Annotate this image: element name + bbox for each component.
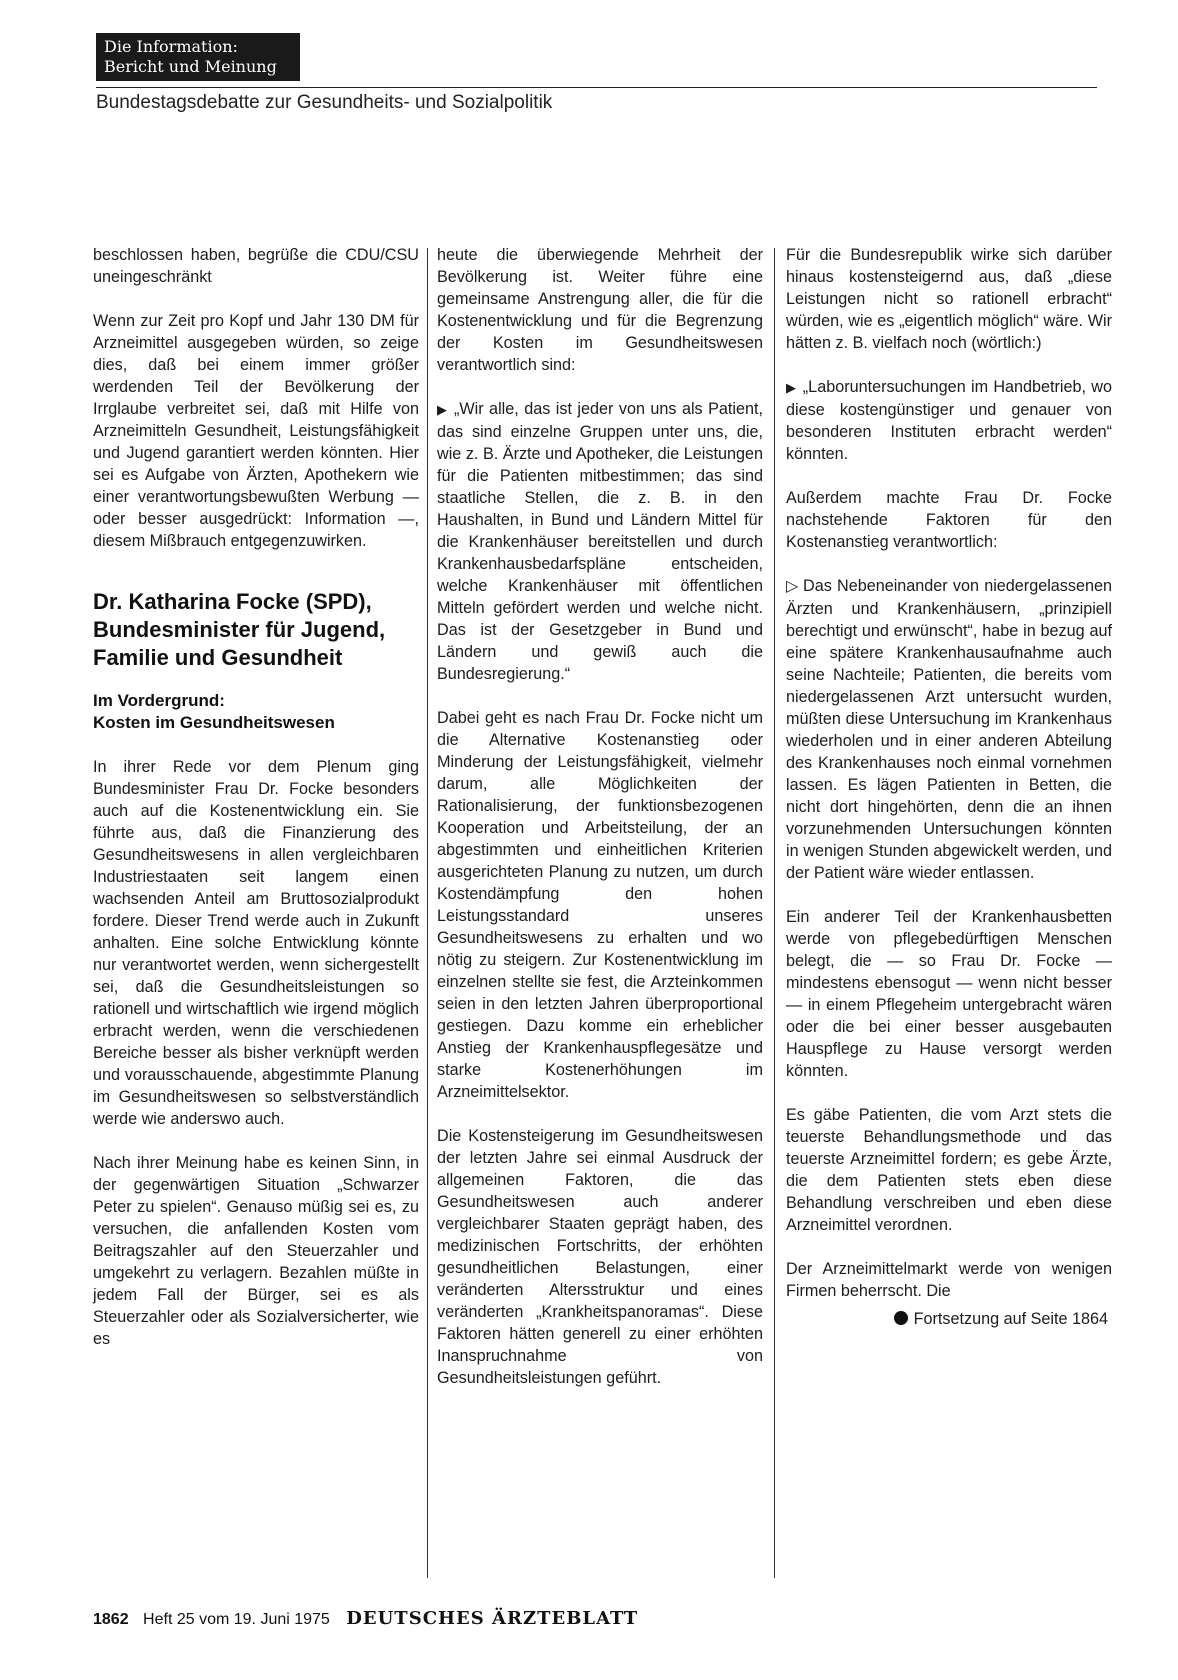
paragraph: In ihrer Rede vor dem Plenum ging Bundesminister Frau Dr. Focke besonders auch auf die Kostenentwicklung ein. Sie führte aus, daß die Finanzierung des Gesundheitswesens in allen vergleichbaren Industriestaaten seit langem einen wachsenden Anteil am Bruttosozialprodukt fordere. Dieser Trend werde auch in Zukunft anhalten. Eine solche Entwicklung könnte nur verantwortet werden, wenn sichergestellt sei, daß die Gesundheitsleistungen so rationell und wirtschaftlich wie irgend möglich erbracht werden, wenn die verschiedenen Bereiche besser als bisher verknüpft werden und vorausschauende, abgestimmte Planung im Gesundheitswesen so selbstverständlich werde wie anderswo auch. <box>93 758 419 1128</box>
quote-paragraph <box>786 376 1112 465</box>
arrow-bullet-icon: ▶ <box>437 402 448 417</box>
article-subject: Bundestagsdebatte zur Gesundheits- und Sozialpolitik <box>96 92 553 113</box>
paragraph: Nach ihrer Meinung habe es keinen Sinn, in der gegenwärtigen Situation „Schwarzer Peter zu spielen“. Genauso müßig sei es, zu versuchen, die anfallenden Kosten vom Beitragszahler auf den Steuerzahler und umgekehrt zu verlagern. Bezahlen müßte in jedem Fall der Bürger, sei es als Steuerzahler oder als Sozialversicherter, wie es <box>93 1154 419 1348</box>
paragraph: Ein anderer Teil der Krankenhausbetten werde von pflegebedürftigen Menschen belegt, die — so Frau Dr. Focke — mindestens ebensogut — wenn nicht besser — in einem Pflegeheim untergebracht wären oder die bei einer besser ausgebauten Hauspflege zu Hause versorgt werden könnten. <box>786 908 1112 1080</box>
publication-masthead: DEUTSCHES ÄRZTEBLATT <box>346 1608 639 1629</box>
page-footer <box>93 1608 638 1629</box>
list-paragraph <box>786 575 1112 884</box>
bullet-dot-icon <box>894 1311 908 1325</box>
column-1 <box>93 244 419 1350</box>
column-2 <box>437 244 763 1389</box>
header-rule <box>96 87 1097 88</box>
paragraph: beschlossen haben, begrüße die CDU/CSU uneingeschränkt <box>93 246 419 286</box>
sub-heading-line-2: Kosten im Gesundheitswesen <box>93 713 335 732</box>
sub-heading <box>93 690 419 734</box>
paragraph: Die Kostensteigerung im Gesundheitswesen der letzten Jahre sei einmal Ausdruck der allgemeinen Faktoren, die das Gesundheitswesen auch anderer vergleichbarer Staaten geprägt haben, des medizinischen Fortschritts, der erhöhten gesundheitlichen Belastungen, einer veränderten Altersstruktur und eines veränderten „Krankheitspanoramas“. Diese Faktoren hätten generell zu einer erhöhten Inanspruchnahme von Gesundheitsleistungen geführt. <box>437 1127 763 1387</box>
continuation-text: Fortsetzung auf Seite 1864 <box>913 1310 1108 1328</box>
paragraph: Es gäbe Patienten, die vom Arzt stets die teuerste Behandlungsmethode und das teuerste Arzneimittel fordern; es gebe Ärzte, die dem Patienten stets eben diese Behandlung verschreiben und eben diese Arzneimittel verordnen. <box>786 1106 1112 1234</box>
paragraph: Der Arzneimittelmarkt werde von wenigen Firmen beherrscht. Die <box>786 1260 1112 1300</box>
section-heading: Dr. Katharina Focke (SPD), Bundesminister für Jugend, Familie und Gesundheit <box>93 589 386 670</box>
paragraph: Für die Bundesrepublik wirke sich darüber hinaus kostensteigernd aus, daß „diese Leistungen nicht so rationell erbracht“ würden, wie es „eigentlich möglich“ wäre. Wir hätten z. B. vielfach noch (wörtlich:) <box>786 246 1112 352</box>
quote-text: „Wir alle, das ist jeder von uns als Patient, das sind einzelne Gruppen unter uns, die, wie z. B. Ärzte und Apotheker, die Leistungen für die Patienten mitbestimmen; das sind staatliche Stellen, die z. B. in den Haushalten, in Bund und Ländern Mittel für die Krankenhäuser bereitstellen und durch Krankenhausbedarfspläne entscheiden, welche Krankenhäuser mit öffentlichen Mitteln gefördert werden und welche nicht. Das ist der Gesetzgeber in Bund und Ländern und gewiß auch die Bundesregierung.“ <box>437 400 763 683</box>
issue-info: Heft 25 vom 19. Juni 1975 <box>143 1611 330 1628</box>
triangle-bullet-icon: ▷ <box>786 578 800 595</box>
rubric-line-2: Bericht und Meinung <box>104 57 277 76</box>
rubric-line-1: Die Information: <box>104 37 238 56</box>
quote-text: „Laboruntersuchungen im Handbetrieb, wo diese kostengünstiger und genauer von besonderen Instituten erbracht werden“ könnten. <box>786 378 1113 463</box>
quote-paragraph <box>437 398 763 685</box>
sub-heading-line-1: Im Vordergrund: <box>93 691 225 710</box>
paragraph: Wenn zur Zeit pro Kopf und Jahr 130 DM für Arzneimittel ausgegeben würden, so zeige dies, daß bei einem immer größer werdenden Teil der Bevölkerung der Irrglaube verbreitet sei, daß mit Hilfe von Arzneimitteln Gesundheit, Leistungsfähigkeit und Jugend garantiert werden könnten. Hier sei es Aufgabe von Ärzten, Apothekern wie einer verantwortungsbewußten Werbung — oder besser ausgedrückt: Information —, diesem Mißbrauch entgegenzuwirken. <box>93 312 419 550</box>
continuation-note <box>786 1308 1112 1330</box>
paragraph: Außerdem machte Frau Dr. Focke nachstehende Faktoren für den Kostenanstieg verantwortlich: <box>786 489 1112 551</box>
list-text: Das Nebeneinander von niedergelassenen Ärzten und Krankenhäusern, „prinzipiell berechtigt und erwünscht“, habe in bezug auf eine spätere Krankenhausaufnahme auch seine Nachteile; Patienten, die bereits vom niedergelassenen Arzt untersucht wurden, müßten diese Untersuchung im Krankenhaus wiederholen und in einer anderen Abteilung des Krankenhauses noch einmal vornehmen lassen. Es lägen Patienten in Betten, die nicht dort hingehörten, denn die an ihnen vorzunehmenden Untersuchungen könnten in wenigen Stunden abgewickelt werden, und der Patient wäre wieder entlassen. <box>786 577 1112 882</box>
page-number: 1862 <box>93 1611 129 1628</box>
column-divider <box>427 248 428 1578</box>
section-rubric <box>96 33 300 81</box>
paragraph: Dabei geht es nach Frau Dr. Focke nicht um die Alternative Kostenanstieg oder Minderung der Leistungsfähigkeit, vielmehr darum, alle Möglichkeiten der Rationalisierung, der funktionsbezogenen Kooperation und Arbeitsteilung, der an abgestimmten und einheitlichen Kriterien ausgerichteten Planung zu nutzen, um durch Kostendämpfung den hohen Leistungsstandard unseres Gesundheitswesens zu erhalten und wo nötig zu steigern. Zur Kostenentwicklung im einzelnen stellte sie fest, die Arzteinkommen seien in den letzten Jahren überproportional gestiegen. Dazu komme ein erheblicher Anstieg der Krankenhauspflegesätze und starke Kostenerhöhungen im Arzneimittelsektor. <box>437 709 763 1101</box>
arrow-bullet-icon: ▶ <box>786 380 797 395</box>
paragraph: heute die überwiegende Mehrheit der Bevölkerung ist. Weiter führe eine gemeinsame Anstrengung aller, die für die Kostenentwicklung und für die Begrenzung der Kosten im Gesundheitswesen verantwortlich sind: <box>437 246 763 374</box>
column-divider <box>774 248 775 1578</box>
column-3 <box>786 244 1112 1330</box>
